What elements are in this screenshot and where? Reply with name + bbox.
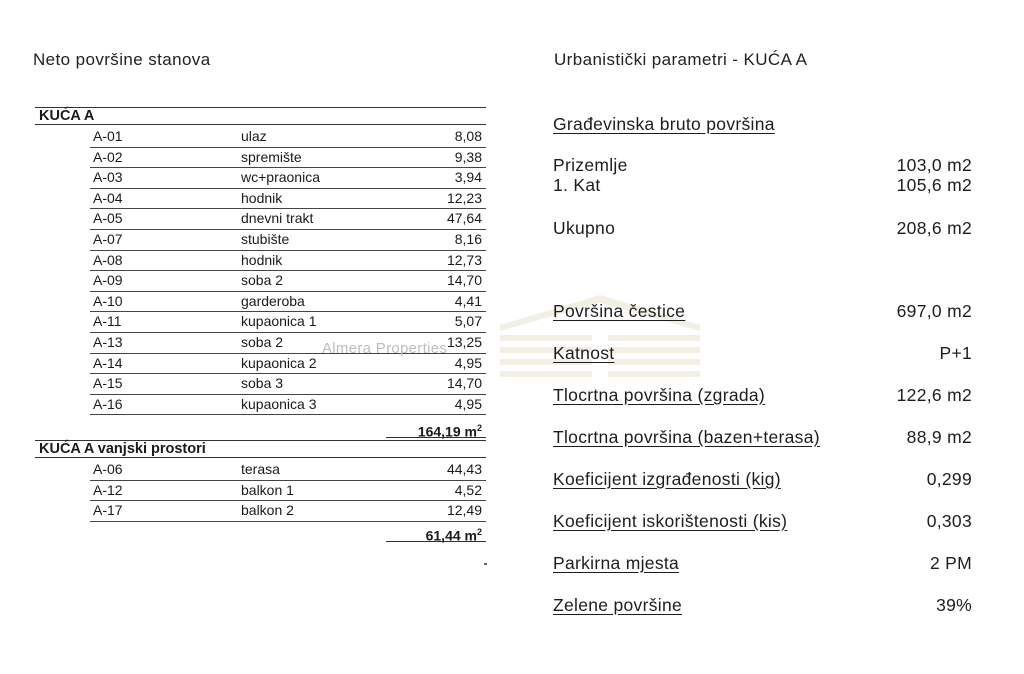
- param-label: Površina čestice: [553, 301, 686, 321]
- row-name: garderoba: [241, 292, 305, 309]
- table-row: [90, 292, 486, 313]
- param-value: 122,6 m2: [896, 385, 972, 405]
- row-value: 47,64: [446, 210, 482, 227]
- row-code: A-11: [93, 313, 122, 330]
- stray-mark: [484, 563, 487, 565]
- ukupno-value: 208,6 m2: [896, 218, 972, 238]
- table-row: [90, 460, 486, 481]
- row-value: 44,43: [446, 461, 482, 477]
- param-label: Tlocrtna površina (bazen+terasa): [553, 427, 820, 447]
- row-value: 12,49: [446, 502, 482, 519]
- row-value: 13,25: [446, 334, 482, 350]
- row-name: kupaonica 1: [241, 313, 317, 330]
- table-row: [90, 251, 486, 272]
- row-code: A-12: [93, 481, 123, 498]
- kat-label: 1. Kat: [553, 175, 601, 195]
- row-name: wc+praonica: [241, 169, 320, 186]
- table-row: [90, 312, 486, 333]
- prizemlje-label: Prizemlje: [553, 155, 628, 175]
- param-value: 2 PM: [929, 553, 972, 573]
- row-value: 5,07: [454, 313, 482, 330]
- row-code: A-02: [93, 148, 123, 165]
- row-name: hodnik: [241, 189, 283, 206]
- row-value: 12,73: [446, 251, 482, 268]
- section2-total-value: 61,44 m: [425, 527, 477, 544]
- param-label: Parkirna mjesta: [553, 553, 680, 573]
- param-label: Koeficijent iskorištenosti (kis): [553, 511, 788, 531]
- row-name: balkon 2: [241, 502, 294, 519]
- param-label: Koeficijent izgrađenosti (kig): [553, 469, 781, 489]
- row-code: A-07: [93, 231, 123, 247]
- row-name: soba 2: [241, 334, 284, 350]
- param-label: Zelene površine: [553, 595, 683, 615]
- watermark-text: Almera Properties: [322, 340, 448, 357]
- row-code: A-14: [93, 354, 123, 371]
- row-name: ulaz: [241, 128, 267, 144]
- param-value: 0,299: [926, 469, 972, 489]
- row-value: 9,38: [454, 148, 482, 165]
- row-name: dnevni trakt: [241, 210, 314, 227]
- row-code: A-17: [93, 502, 123, 519]
- row-code: A-08: [93, 251, 123, 268]
- param-value: P+1: [939, 343, 972, 363]
- table-row: [90, 374, 486, 395]
- row-code: A-04: [93, 189, 123, 206]
- table-row: [90, 127, 486, 148]
- row-value: 4,95: [454, 395, 482, 412]
- left-heading: Neto površine stanova: [33, 50, 211, 69]
- row-value: 8,08: [454, 128, 482, 144]
- table-row: [90, 189, 486, 210]
- row-code: A-09: [93, 272, 123, 289]
- row-name: kupaonica 2: [241, 354, 317, 371]
- gbp-title: Građevinska bruto površina: [553, 114, 775, 134]
- row-value: 4,41: [454, 292, 482, 309]
- table-row: [90, 148, 486, 169]
- param-value: 39%: [936, 595, 972, 615]
- param-value: 88,9 m2: [906, 427, 972, 447]
- row-value: 14,70: [446, 375, 482, 392]
- row-code: A-15: [93, 375, 123, 392]
- section2-total: [386, 523, 486, 542]
- row-code: A-13: [93, 334, 123, 350]
- section1-total-value: 164,19 m: [417, 423, 477, 440]
- row-code: A-16: [93, 395, 123, 412]
- param-value: 0,303: [926, 511, 972, 531]
- param-label: Katnost: [553, 343, 615, 363]
- section1-total-unit-sup: 2: [476, 423, 482, 433]
- row-name: soba 2: [241, 272, 284, 289]
- table-row: [90, 481, 486, 502]
- param-label: Tlocrtna površina (zgrada): [553, 385, 766, 405]
- table-row: [90, 271, 486, 292]
- row-name: balkon 1: [241, 481, 294, 498]
- row-name: soba 3: [241, 375, 284, 392]
- row-name: kupaonica 3: [241, 395, 317, 412]
- table-row: [90, 230, 486, 251]
- kat-value: 105,6 m2: [896, 175, 972, 195]
- param-value: 697,0 m2: [896, 301, 972, 321]
- section2-total-unit-sup: 2: [476, 527, 482, 537]
- row-name: terasa: [241, 461, 280, 477]
- row-value: 8,16: [454, 231, 482, 247]
- row-code: A-06: [93, 461, 123, 477]
- row-code: A-01: [93, 128, 123, 144]
- ukupno-label: Ukupno: [553, 218, 616, 238]
- table-row: [90, 395, 486, 416]
- row-value: 3,94: [454, 169, 482, 186]
- section1-total: [386, 419, 486, 438]
- row-name: spremište: [241, 148, 302, 165]
- row-code: A-03: [93, 169, 123, 186]
- row-value: 14,70: [446, 272, 482, 289]
- prizemlje-value: 103,0 m2: [896, 155, 972, 175]
- section-title-kuca-a: KUĆA A: [35, 107, 486, 125]
- row-value: 4,52: [454, 481, 482, 498]
- right-heading: Urbanistički parametri - KUĆA A: [554, 50, 808, 69]
- table-row: [90, 168, 486, 189]
- row-name: hodnik: [241, 251, 283, 268]
- row-value: 12,23: [446, 189, 482, 206]
- table-row: [90, 209, 486, 230]
- section-title-vanjski: KUĆA A vanjski prostori: [35, 440, 486, 458]
- row-value: 4,95: [454, 354, 482, 371]
- row-code: A-05: [93, 210, 123, 227]
- row-name: stubište: [241, 231, 290, 247]
- row-code: A-10: [93, 292, 123, 309]
- table-row: [90, 501, 486, 522]
